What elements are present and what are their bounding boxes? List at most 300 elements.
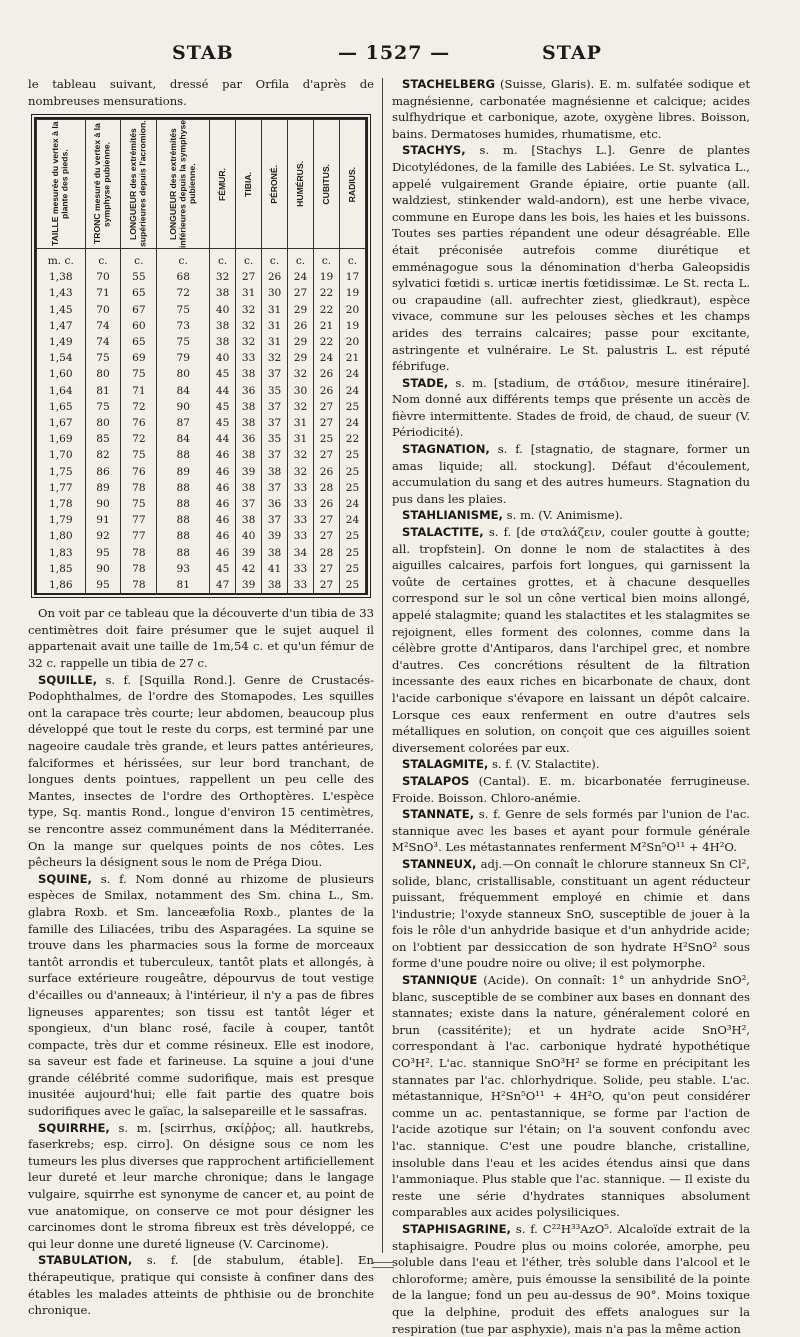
dictionary-entry (392, 375, 750, 441)
table-cell: 31 (262, 302, 288, 318)
footer-ornament (372, 1262, 394, 1268)
header-right: STAP (542, 42, 602, 64)
table-cell: 78 (121, 561, 157, 577)
table-cell: 29 (288, 302, 314, 318)
column-header-label: CUBITUS. (320, 163, 331, 205)
table-cell: 84 (157, 431, 210, 447)
unit-cell: c. (157, 249, 210, 270)
table-cell: 1,43 (37, 285, 86, 301)
table-cell: 28 (314, 545, 340, 561)
table-cell: 31 (262, 334, 288, 350)
entry-text: s. f. Nom donné au rhizome de plusieurs espèces de Smilax, notamment des Sm. china L., Sm. glabra Roxb. et Sm. lanceæfolia Roxb., plantes de la famille des Liliacées, tribu des Asparagées. La squine se trouve dans les pharmacies sous la forme de morceaux tantôt arrondis et tuberculeux, tantôt plats et allongés, à surface extérieure rougeâtre, dépourvus de tout vestige d'écailles ou d'anneaux; à l'intérieur, il n'y a pas de fibres ligneuses apparentes; son tissu est tantôt léger et spongieux, d'un blanc rosé, facile à couper, tantôt compacte, très dur et comme résineux. Elle est inodore, sa saveur est fade et farineuse. La squine a joui d'une grande célébrité comme sudorifique, mais est presque inusitée aujourd'hui; elle fait partie des quatre bois sudorifiques avec le gaïac, la salsepareille et le sassafras. (28, 871, 374, 1119)
table-row (37, 431, 366, 447)
table-cell: 1,47 (37, 318, 86, 334)
table-cell: 88 (157, 480, 210, 496)
table-cell: 38 (236, 415, 262, 431)
table-cell: 46 (210, 512, 236, 528)
table-cell: 39 (236, 577, 262, 593)
entry-headword: STANNIQUE (402, 973, 478, 988)
table-cell: 75 (121, 496, 157, 512)
table-cell: 45 (210, 415, 236, 431)
table-cell: 24 (339, 383, 365, 399)
table-cell: 37 (262, 415, 288, 431)
entry-text: s. f. (V. Stalactite). (488, 757, 600, 772)
table-cell: 47 (210, 577, 236, 593)
dictionary-entry (392, 773, 750, 806)
table-row (37, 285, 366, 301)
table-cell: 27 (314, 399, 340, 415)
table-cell: 73 (157, 318, 210, 334)
column-header-label: PÉRONÉ. (268, 164, 279, 204)
entry-text: s. f. Genre de sels formés par l'union de l'ac. stannique avec les bases et ayant pour formule générale M²SnO³. Les métastannates renferment M²Sn⁵O¹¹ + 4H²O. (392, 807, 750, 855)
left-entries (28, 605, 374, 1319)
table-cell: 93 (157, 561, 210, 577)
entry-text: s. m. [scirrhus, σκίῤῥος; all. hautkrebs, faserkrebs; esp. cirro]. On désigne sous ce nom les tumeurs les plus diverses que rapprochent artificiellement leur dureté et leur marche chronique; dans le langage vulgaire, squirrhe est synonyme de cancer et, au point de vue anatomique, on conserve ce mot pour désigner les carcinomes dont le stroma fibreux est très développé, ce qui leur donne une dureté ligneuse (V. Carcinome). (28, 1120, 374, 1251)
table-cell: 25 (339, 480, 365, 496)
table-cell: 80 (85, 415, 121, 431)
table-cell: 46 (210, 528, 236, 544)
entry-text: s. m. (V. Animisme). (502, 508, 623, 523)
table-cell: 37 (262, 480, 288, 496)
table-cell: 31 (288, 431, 314, 447)
table-cell: 32 (262, 350, 288, 366)
table-cell: 34 (288, 545, 314, 561)
table-cell: 95 (85, 545, 121, 561)
dictionary-entry (392, 524, 750, 756)
table-cell: 26 (314, 366, 340, 382)
dictionary-entry (392, 972, 750, 1221)
table-cell: 84 (157, 383, 210, 399)
table-column-header (37, 120, 86, 249)
entry-text: s. f. [stagnatio, de stagnare, former un amas liquide; all. stockung]. Défaut d'écoulement, accumulation du sang et des autres humeurs. Stagnation du pus dans les plaies. (392, 442, 750, 506)
column-header-label: FÉMUR. (216, 167, 227, 201)
dictionary-entry (392, 856, 750, 972)
table-column-header (121, 120, 157, 249)
intro-text: le tableau suivant, dressé par Orfila d'après de nombreuses mensurations. (28, 77, 374, 108)
table-cell: 38 (210, 285, 236, 301)
entry-headword: STAGNATION, (402, 442, 490, 457)
table-cell: 25 (339, 561, 365, 577)
table-cell: 33 (288, 528, 314, 544)
table-cell: 45 (210, 366, 236, 382)
table-cell: 24 (339, 496, 365, 512)
table-cell: 1,85 (37, 561, 86, 577)
table-cell: 1,38 (37, 269, 86, 285)
table-cell: 35 (262, 431, 288, 447)
table-column-header (85, 120, 121, 249)
entry-text: (Suisse, Glaris). E. m. sulfatée sodique et magnésienne, carbonatée magnésienne et calcique; acides sulfhydrique et carbonique, azote, oxygène libres. Boisson, bains. Dermatoses humides, rhumatisme, etc. (392, 77, 750, 141)
table-cell: 90 (85, 496, 121, 512)
table-cell: 25 (339, 464, 365, 480)
entry-text: On voit par ce tableau que la découverte d'un tibia de 33 centimètres doit faire présumer que le sujet auquel il appartenait avait une taille de 1m,54 c. et qu'un fémur de 32 c. rappelle un tibia de 27 c. (28, 606, 374, 671)
table-cell: 40 (210, 302, 236, 318)
table-row (37, 366, 366, 382)
table-cell: 40 (236, 528, 262, 544)
table-cell: 26 (262, 269, 288, 285)
table-cell: 27 (314, 561, 340, 577)
table-cell: 80 (85, 366, 121, 382)
table-cell: 1,80 (37, 528, 86, 544)
table-row (37, 512, 366, 528)
column-header-label: RADIUS. (346, 166, 357, 202)
entry-headword: STALACTITE, (402, 525, 484, 540)
table-cell: 29 (288, 334, 314, 350)
table-cell: 33 (288, 512, 314, 528)
entry-headword: STACHELBERG (402, 77, 496, 91)
table-cell: 74 (85, 318, 121, 334)
table-cell: 88 (157, 512, 210, 528)
table-cell: 1,86 (37, 577, 86, 593)
header-left: STAB (172, 42, 234, 64)
dictionary-entry (392, 441, 750, 507)
table-cell: 87 (157, 415, 210, 431)
table-column-header (236, 120, 262, 249)
table-cell: 31 (236, 285, 262, 301)
table-cell: 75 (85, 350, 121, 366)
table-cell: 42 (236, 561, 262, 577)
left-column (28, 76, 374, 1319)
table-cell: 77 (121, 528, 157, 544)
unit-cell: c. (262, 249, 288, 270)
table-row (37, 318, 366, 334)
table-cell: 32 (236, 318, 262, 334)
unit-cell: c. (236, 249, 262, 270)
table-column-header (157, 120, 210, 249)
table-cell: 45 (210, 399, 236, 415)
unit-cell: c. (314, 249, 340, 270)
table-row (37, 447, 366, 463)
table-cell: 89 (157, 464, 210, 480)
table-cell: 21 (339, 350, 365, 366)
entry-headword: STALAPOS (402, 773, 470, 788)
table-cell: 74 (85, 334, 121, 350)
table-cell: 40 (210, 350, 236, 366)
entry-headword: STAHLIANISME, (402, 508, 503, 523)
table-cell: 44 (210, 431, 236, 447)
table-cell: 37 (262, 366, 288, 382)
table-cell: 88 (157, 496, 210, 512)
entry-headword: STALAGMITE, (402, 757, 489, 772)
table-cell: 1,77 (37, 480, 86, 496)
table-cell: 90 (85, 561, 121, 577)
table-cell: 26 (314, 496, 340, 512)
entry-text: adj.—On connaît le chlorure stanneux Sn Cl², solide, blanc, cristallisable, constituant un agent réducteur puissant, fréquemment employé en chimie et dans l'industrie; l'oxyde stanneux SnO, susceptible de jouer à la fois le rôle d'un anhydride basique et d'un anhydride acide; on l'obtient par dessiccation de son hydrate H²SnO² sous forme d'une poudre noire ou olive; il est polymorphe. (392, 856, 750, 971)
table-cell: 27 (236, 269, 262, 285)
table-cell: 1,49 (37, 334, 86, 350)
table-cell: 38 (236, 399, 262, 415)
table-cell: 70 (85, 269, 121, 285)
entry-text: s. m. [stadium, de στάδιον, mesure itinéraire]. Nom donné aux différents temps que présente un accès de fièvre intermittente. Stades de froid, de chaud, de sueur (V. Périodicité). (392, 375, 750, 440)
table-cell: 31 (288, 415, 314, 431)
column-header-label: LONGUEUR des extrémités supérieures depuis l'acromion. (128, 120, 148, 248)
table-cell: 32 (288, 464, 314, 480)
table-cell: 24 (339, 512, 365, 528)
dictionary-entry (392, 1221, 750, 1337)
table-cell: 26 (314, 383, 340, 399)
table-cell: 27 (288, 285, 314, 301)
running-header (0, 42, 800, 72)
table-cell: 78 (121, 577, 157, 593)
table-cell: 67 (121, 302, 157, 318)
table-cell: 25 (314, 431, 340, 447)
table-cell: 22 (339, 431, 365, 447)
table-cell: 41 (262, 561, 288, 577)
dictionary-entry (392, 76, 750, 142)
table-cell: 32 (288, 447, 314, 463)
table-cell: 91 (85, 512, 121, 528)
table-cell: 32 (236, 302, 262, 318)
table-cell: 77 (121, 512, 157, 528)
dictionary-entry (392, 142, 750, 374)
table-row (37, 302, 366, 318)
table-cell: 27 (314, 528, 340, 544)
table-cell: 86 (85, 464, 121, 480)
table-row (37, 399, 366, 415)
entry-text: (Acide). On connaît: 1° un anhydride SnO², blanc, susceptible de se combiner aux bases en donnant des stannates; existe dans la nature, généralement coloré en brun (cassitérite); et un hydrate acide SnO³H², correspondant à l'ac. carbonique hydraté hypothétique CO³H². L'ac. stannique SnO³H² se forme en précipitant les stannates par l'ac. chlorhydrique. Solide, peu stable. L'ac. métastannique, H²Sn⁵O¹¹ + 4H²O, qu'on peut considérer comme un ac. pentastannique, se forme par l'action de l'acide azotique sur l'étain; on l'a souvent confondu avec l'ac. stannique. C'est une poudre blanche, cristalline, insoluble dans l'eau et les acides étendus ainsi que dans l'ammoniaque. Plus stable que l'ac. stannique. — Il existe du reste une série d'hydrates stanniques absolument comparables aux acides polysiliciques. (392, 973, 750, 1220)
table-cell: 26 (288, 318, 314, 334)
table-cell: 38 (210, 318, 236, 334)
table-cell: 27 (314, 512, 340, 528)
table-cell: 37 (236, 496, 262, 512)
table-cell: 1,67 (37, 415, 86, 431)
table-cell: 75 (121, 366, 157, 382)
page-number: — 1527 — (338, 42, 451, 64)
table-cell: 88 (157, 528, 210, 544)
table-cell: 33 (288, 480, 314, 496)
table-cell: 37 (262, 447, 288, 463)
table-cell: 32 (236, 334, 262, 350)
entry-text: s. f. [Squilla Rond.]. Genre de Crustacés-Podophthalmes, de l'ordre des Stomapodes. Les squilles ont la carapace très courte; leur abdomen, beaucoup plus développé que tout le reste du corps, est terminé par une nageoire caudale très grande, et leurs pattes antérieures, falciformes et hérissées, sur leur bord tranchant, de longues dents pointues, rappellent un peu celle des Mantes, insectes de l'ordre des Orthoptères. L'espèce type, Sq. mantis Rond., longue d'environ 15 centimètres, se rencontre assez communément dans la Méditerranée. On la mange sur quelques points de nos côtes. Les pêcheurs la désignent sous le nom de Préga Diou. (28, 672, 374, 870)
table-row (37, 464, 366, 480)
table-cell: 30 (262, 285, 288, 301)
column-header-label: HUMÉRUS. (294, 161, 305, 208)
table-cell: 44 (210, 383, 236, 399)
table-cell: 32 (288, 399, 314, 415)
table-cell: 1,78 (37, 496, 86, 512)
table-cell: 75 (121, 447, 157, 463)
table-cell: 21 (314, 318, 340, 334)
table-cell: 36 (262, 496, 288, 512)
table-row (37, 480, 366, 496)
table-cell: 27 (314, 415, 340, 431)
table-cell: 29 (288, 350, 314, 366)
entry-headword: STADE, (402, 375, 449, 390)
table-cell: 71 (121, 383, 157, 399)
table-cell: 1,64 (37, 383, 86, 399)
table-cell: 17 (339, 269, 365, 285)
table-cell: 38 (236, 480, 262, 496)
dictionary-entry (392, 806, 750, 856)
units-row (37, 249, 366, 270)
table-cell: 33 (288, 561, 314, 577)
entry-text: s. f. [de σταλάζειν, couler goutte à goutte; all. tropfstein]. On donne le nom de stalactites à des aiguilles calcaires, parfois fort longues, qui garnissent la voûte de certaines grottes, et à chacune desquelles correspond sur le sol un cône vertical bien moins allongé, appelé stalagmite; quand les stalactites et les stalagmites se rejoignent, elles forment des colonnes, comme dans la célèbre grotte d'Antiparos, dans l'archipel grec, et nombre d'autres. Ces concrétions résultent de la filtration incessante des eaux riches en bicarbonate de chaux, dont l'acide carbonique s'évapore en laissant un dépôt calcaire. Lorsque ces eaux renferment en outre d'autres sels métalliques en solution, on conçoit que ces aiguilles soient diversement colorées par eux. (392, 525, 750, 755)
table-cell: 89 (85, 480, 121, 496)
table-cell: 70 (85, 302, 121, 318)
table-row (37, 496, 366, 512)
table-cell: 26 (314, 464, 340, 480)
table-cell: 79 (157, 350, 210, 366)
table-cell: 1,70 (37, 447, 86, 463)
table-cell: 27 (314, 577, 340, 593)
table-cell: 1,75 (37, 464, 86, 480)
table-cell: 24 (339, 366, 365, 382)
entry-text: s. f. C²²H³³AzO⁵. Alcaloïde extrait de la staphisaigre. Poudre plus ou moins colorée, amorphe, peu soluble dans l'eau et l'éther, très soluble dans l'alcool et le chloroforme; amère, puis émousse la sensibilité de la pointe de la langue; fond un peu au-dessus de 90°. Moins toxique que la delphine, produit des effets analogues sur la respiration (tue par asphyxie), mais n'a pas la même action (392, 1221, 750, 1336)
table-cell: 36 (236, 383, 262, 399)
column-header-label: TIBIA. (242, 171, 253, 197)
table-cell: 38 (236, 512, 262, 528)
table-cell: 24 (288, 269, 314, 285)
table-cell: 27 (314, 447, 340, 463)
entry-headword: STAPHISAGRINE, (402, 1221, 511, 1236)
table-cell: 20 (339, 334, 365, 350)
dictionary-entry (28, 1120, 374, 1253)
table-cell: 72 (121, 431, 157, 447)
table-cell: 25 (339, 577, 365, 593)
table-cell: 68 (157, 269, 210, 285)
table-cell: 19 (339, 285, 365, 301)
table-cell: 65 (121, 285, 157, 301)
unit-cell: c. (85, 249, 121, 270)
column-divider (382, 78, 383, 1253)
table-row (37, 545, 366, 561)
table-cell: 72 (121, 399, 157, 415)
column-header-label: TAILLE mesurée du vertex à la plante des pieds. (50, 121, 70, 247)
entry-text: s. f. [de stabulum, étable]. En thérapeutique, pratique qui consiste à confiner dans des étables les malades atteints de phthisie ou de bronchite chronique. (28, 1253, 374, 1318)
table-cell: 1,69 (37, 431, 86, 447)
table-cell: 72 (157, 285, 210, 301)
unit-cell: c. (210, 249, 236, 270)
table-row (37, 415, 366, 431)
table-cell: 25 (339, 528, 365, 544)
table-cell: 85 (85, 431, 121, 447)
entry-headword: SQUIRRHE, (38, 1120, 110, 1135)
table-cell: 46 (210, 480, 236, 496)
table-cell: 88 (157, 447, 210, 463)
table-cell: 69 (121, 350, 157, 366)
table-cell: 1,83 (37, 545, 86, 561)
table-cell: 25 (339, 399, 365, 415)
table-cell: 46 (210, 447, 236, 463)
table-cell: 22 (314, 302, 340, 318)
table-cell: 19 (314, 269, 340, 285)
table-column-header (210, 120, 236, 249)
table-cell: 24 (339, 415, 365, 431)
table-cell: 46 (210, 464, 236, 480)
dictionary-entry (28, 605, 374, 671)
table-row (37, 383, 366, 399)
table-cell: 88 (157, 545, 210, 561)
table-cell: 46 (210, 496, 236, 512)
right-entries (392, 76, 750, 1337)
table-cell: 33 (236, 350, 262, 366)
entry-headword: SQUINE, (38, 871, 92, 886)
table-cell: 22 (314, 334, 340, 350)
entry-text: s. m. [Stachys L.]. Genre de plantes Dicotylédones, de la famille des Labiées. Le St. sylvatica L., appelé vulgairement Grande épiaire, ortie puante (all. waldziest, stinkender wald-andorn), est une herbe vivace, commune en Europe dans les bois, les haies et les buissons. Toutes ses parties répandent une odeur désagréable. Elle était préconisée autrefois comme diurétique et emménagogue sous la dénomination d'herba Galeopsidis sylvatici fœtidi s. urticæ inertis fœtidissimæ. Le St. recta L. ou crapaudine (all. aufrechter ziest, gliedkraut), espèce vivace, commune sur les pelouses sèches et les champs arides des terrains calcaires; passe pour excitante, astringente et vulnéraire. Le St. palustris L. est réputé fébrifuge. (392, 143, 750, 374)
table-cell: 78 (121, 480, 157, 496)
table-row (37, 528, 366, 544)
table-cell: 80 (157, 366, 210, 382)
table-cell: 38 (262, 545, 288, 561)
table-cell: 65 (121, 334, 157, 350)
entry-headword: SQUILLE, (38, 672, 98, 687)
table-column-header (314, 120, 340, 249)
table-cell: 22 (314, 285, 340, 301)
dictionary-entry (28, 672, 374, 871)
table-cell: 81 (157, 577, 210, 593)
entry-headword: STANNATE, (402, 807, 475, 822)
table-cell: 60 (121, 318, 157, 334)
table-cell: 1,60 (37, 366, 86, 382)
measurement-table (34, 117, 368, 595)
table-cell: 55 (121, 269, 157, 285)
table-cell: 36 (236, 431, 262, 447)
table-cell: 75 (157, 334, 210, 350)
table-cell: 75 (85, 399, 121, 415)
table-cell: 90 (157, 399, 210, 415)
table-cell: 30 (288, 383, 314, 399)
table-cell: 76 (121, 415, 157, 431)
table-cell: 32 (288, 366, 314, 382)
table-cell: 31 (262, 318, 288, 334)
table-cell: 76 (121, 464, 157, 480)
table-row (37, 334, 366, 350)
table-cell: 1,45 (37, 302, 86, 318)
table-cell: 1,65 (37, 399, 86, 415)
table-cell: 19 (339, 318, 365, 334)
dictionary-entry (392, 507, 750, 524)
table-cell: 75 (157, 302, 210, 318)
table-column-header (288, 120, 314, 249)
table-column-header (339, 120, 365, 249)
column-header-label: TRONC mesuré du vertex à la symphyse pubienne. (92, 123, 112, 245)
table-cell: 71 (85, 285, 121, 301)
right-column (392, 76, 750, 1337)
unit-cell: c. (121, 249, 157, 270)
table-row (37, 577, 366, 593)
table-cell: 25 (339, 545, 365, 561)
table-cell: 1,79 (37, 512, 86, 528)
table-column-header (262, 120, 288, 249)
table-cell: 28 (314, 480, 340, 496)
table-cell: 39 (262, 528, 288, 544)
unit-cell: m. c. (37, 249, 86, 270)
table-cell: 82 (85, 447, 121, 463)
table-cell: 38 (262, 464, 288, 480)
table-cell: 95 (85, 577, 121, 593)
unit-cell: c. (288, 249, 314, 270)
table-row (37, 350, 366, 366)
table-cell: 25 (339, 447, 365, 463)
table-cell: 45 (210, 561, 236, 577)
column-header-label: LONGUEUR des extrémités inférieures depuis la symphyse pubienne. (167, 120, 197, 249)
table-cell: 38 (236, 447, 262, 463)
table-cell: 20 (339, 302, 365, 318)
table-cell: 1,54 (37, 350, 86, 366)
table-cell: 46 (210, 545, 236, 561)
dictionary-entry (28, 871, 374, 1120)
table-cell: 38 (262, 577, 288, 593)
entry-headword: STABULATION, (38, 1253, 133, 1268)
unit-cell: c. (339, 249, 365, 270)
table-cell: 32 (210, 269, 236, 285)
table-cell: 39 (236, 545, 262, 561)
table-cell: 39 (236, 464, 262, 480)
table-cell: 33 (288, 496, 314, 512)
entry-text: (Cantal). E. m. bicarbonatée ferrugineuse. Froide. Boisson. Chloro-anémie. (392, 773, 750, 805)
table-cell: 92 (85, 528, 121, 544)
table-cell: 78 (121, 545, 157, 561)
table-row (37, 269, 366, 285)
